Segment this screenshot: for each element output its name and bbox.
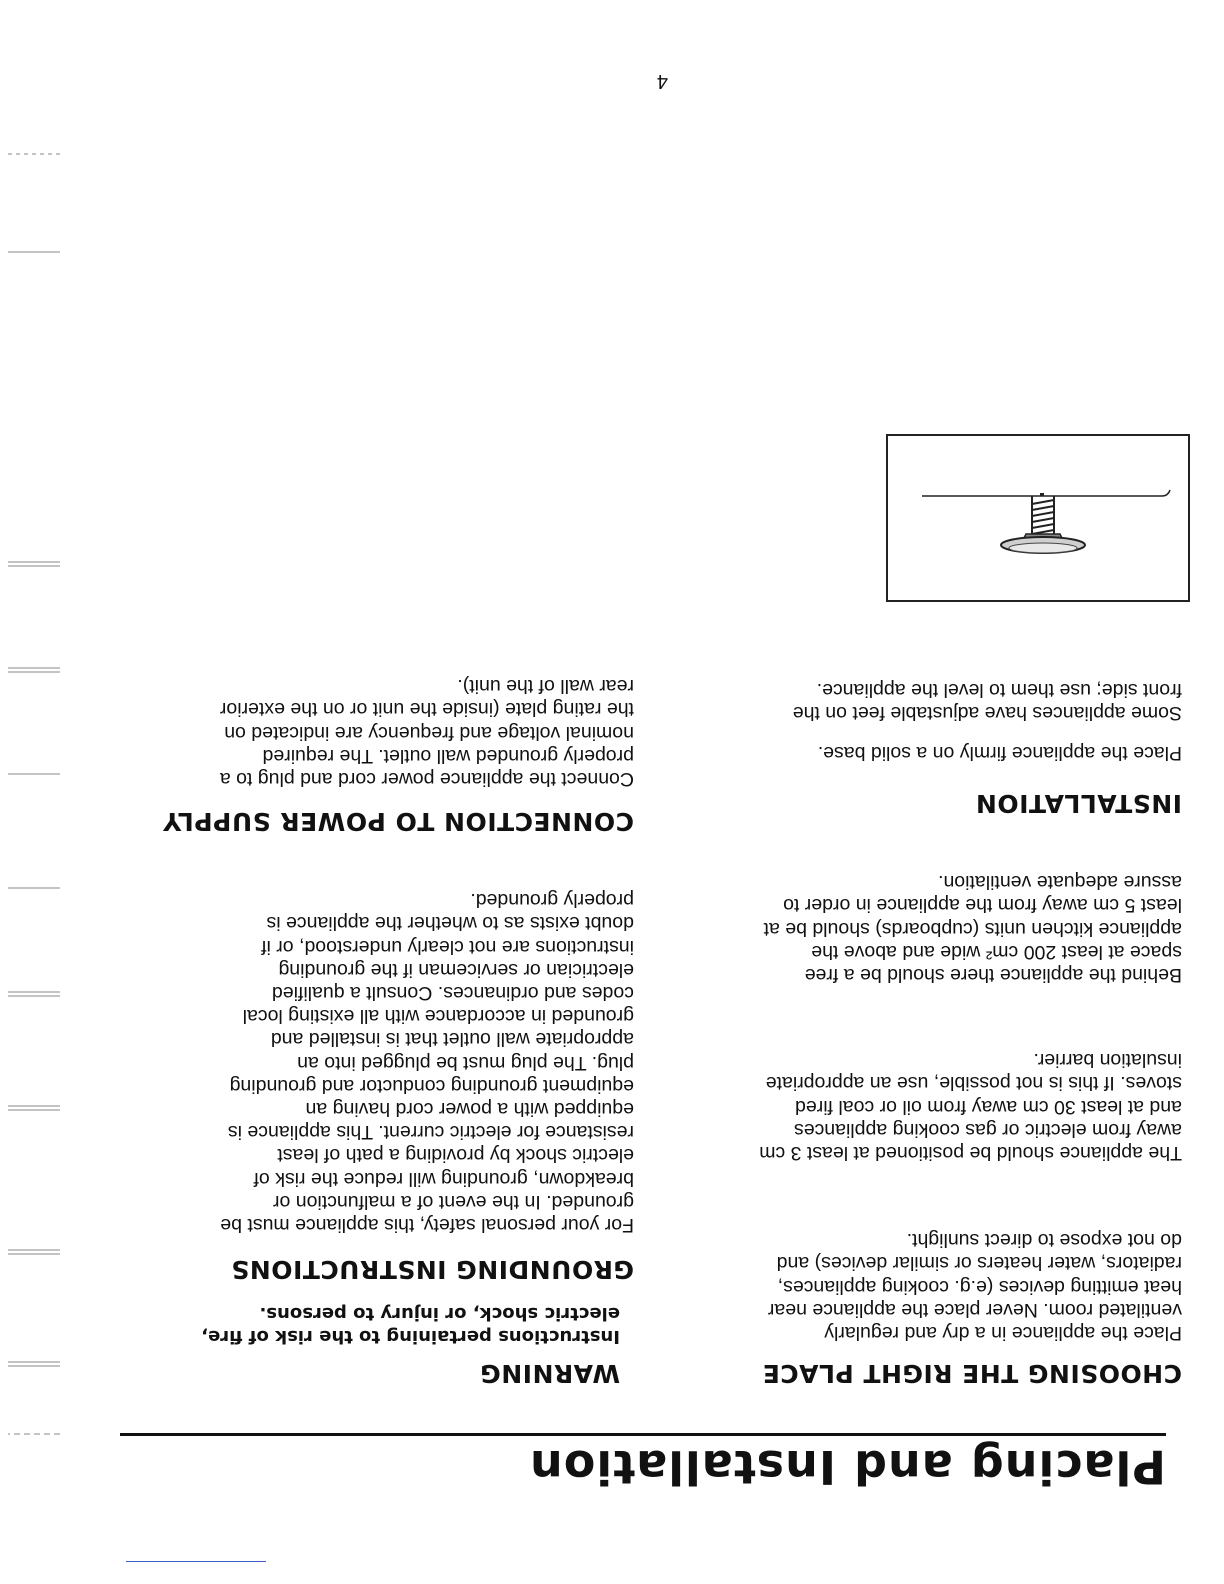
adjustable-foot-icon: [888, 436, 1188, 600]
title-rule: [120, 1433, 1166, 1436]
installation-paragraph-1: Place the appliance firmly on a solid base.: [817, 742, 1182, 764]
page-title: Placing and Installation: [529, 1440, 1166, 1494]
corner-rule: [126, 1561, 266, 1562]
power-supply-paragraph: Connect the appliance power cord and plug to a properly grounded wall outlet. The required nominal voltage and frequency are indicated on the rating plate (inside the unit or on the exterior rear wall of the unit).: [219, 675, 634, 790]
warning-heading: WARNING: [479, 1359, 620, 1388]
power-supply-heading: CONNECTION TO POWER SUPPLY: [162, 807, 634, 836]
margin-marks: [0, 0, 68, 1584]
installation-heading: INSTALLATION: [975, 789, 1182, 818]
grounding-heading: GROUNDING INSTRUCTIONS: [230, 1255, 634, 1284]
choosing-place-paragraph-3: Behind the appliance there should be a free space at least 200 cm² wide and above the appliance kitchen units (cupboards) should be at least 5 cm away from the appliance in order to assure adequate ventilation.: [763, 871, 1182, 986]
choosing-place-paragraph-1: Place the appliance in a dry and regularly ventilated room. Never place the appliance near heat emitting devices (e.g. cooking appliances, radiators, water heaters or similar devices) and do not expose to direct sunlight.: [767, 1229, 1182, 1344]
page-number: 4: [656, 70, 668, 92]
choosing-place-paragraph-2: The appliance should be positioned at least 3 cm away from electric or gas cooking appliances and at least 30 cm away from oil or coal fired stoves. If this is not possible, use an appropriate insulation barrier.: [759, 1049, 1182, 1164]
choosing-place-heading: CHOOSING THE RIGHT PLACE: [762, 1359, 1182, 1388]
grounding-paragraph: For your personal safety, this appliance must be grounded. In the event of a malfunction or breakdown, grounding will reduce the risk of electric shock by providing a path of least resistance for electric current. This appliance is equipped with a power cord having an equipment grounding conductor and grounding plug. The plug must be plugged into an appropriate wall outlet that is installed and grounded in accordance with all existing local codes and ordinances. Consult a qualified electrician or serviceman if the grounding instructions are not clearly understood, or if doubt exists as to whether the appliance is properly grounded.: [220, 889, 634, 1236]
warning-subheading: Instructions pertaining to the risk of fire, electric shock, or injury to persons.: [201, 1303, 620, 1347]
installation-paragraph-2: Some appliances have adjustable feet on the front side; use them to level the appliance.: [792, 678, 1182, 724]
adjustable-foot-figure: [886, 434, 1190, 602]
